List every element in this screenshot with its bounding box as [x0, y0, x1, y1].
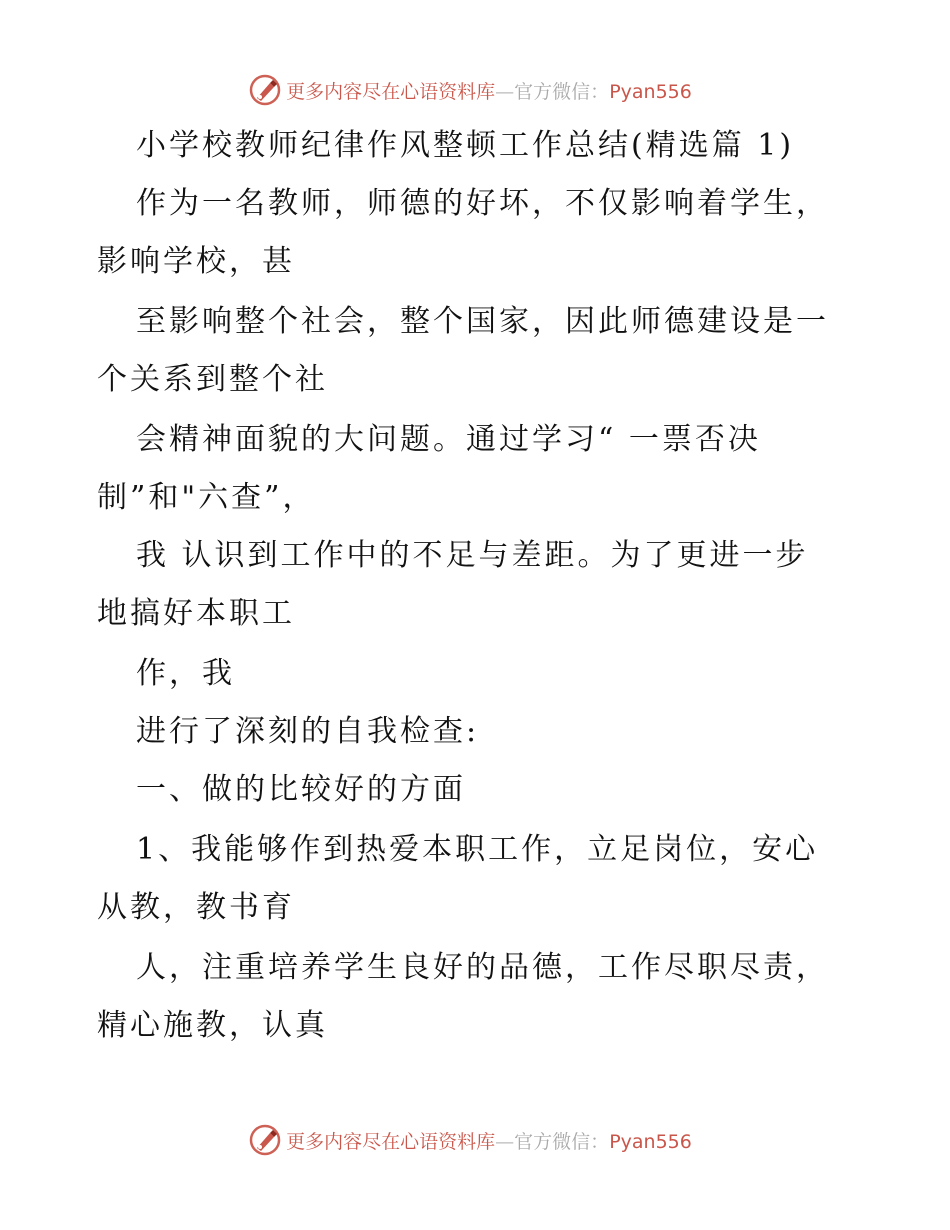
- footer-wechat-id: Pyan556: [609, 1130, 692, 1153]
- pen-logo-icon: [248, 1123, 282, 1157]
- paragraph-line: 1、我能够作到热爱本职工作，立足岗位，安心: [136, 832, 819, 867]
- footer-banner-content: [248, 1123, 692, 1157]
- paragraph-line: 制”和"六查”，: [97, 480, 316, 515]
- paragraph-line: 会精神面貌的大问题。通过学习“ 一票否决: [136, 422, 761, 457]
- header-site-text: 更多内容尽在心语资料库: [286, 80, 496, 103]
- paragraph-line: 至影响整个社会，整个国家，因此师德建设是一: [136, 304, 829, 339]
- section-heading: 一、做的比较好的方面: [136, 772, 466, 807]
- paragraph-line: 精心施教，认真: [97, 1008, 328, 1043]
- footer-separator: —: [495, 1130, 515, 1153]
- paragraph-line: 进行了深刻的自我检查:: [136, 714, 480, 749]
- footer-wechat-label: 官方微信：: [514, 1130, 610, 1153]
- paragraph-line: 作为一名教师，师德的好坏，不仅影响着学生，: [136, 186, 829, 221]
- document-title: 小学校教师纪律作风整顿工作总结(精选篇 1): [136, 128, 795, 163]
- paragraph-line: 作，我: [136, 656, 235, 691]
- paragraph-line: 个关系到整个社: [97, 362, 328, 397]
- header-banner: [0, 70, 950, 110]
- footer-banner: [0, 1120, 950, 1160]
- header-banner-text: [286, 77, 692, 104]
- paragraph-line: 影响学校，甚: [97, 244, 295, 279]
- paragraph-line: 人，注重培养学生良好的品德，工作尽职尽责，: [136, 950, 829, 985]
- header-separator: —: [495, 80, 515, 103]
- footer-site-text: 更多内容尽在心语资料库: [286, 1130, 496, 1153]
- header-wechat-id: Pyan556: [609, 80, 692, 103]
- pen-logo-icon: [248, 73, 282, 107]
- paragraph-line: 地搞好本职工: [97, 596, 295, 631]
- paragraph-line: 从教，教书育: [97, 890, 295, 925]
- paragraph-line: 我 认识到工作中的不足与差距。为了更进一步: [136, 538, 809, 573]
- header-banner-content: [248, 73, 692, 107]
- header-wechat-label: 官方微信：: [514, 80, 610, 103]
- footer-banner-text: [286, 1127, 692, 1154]
